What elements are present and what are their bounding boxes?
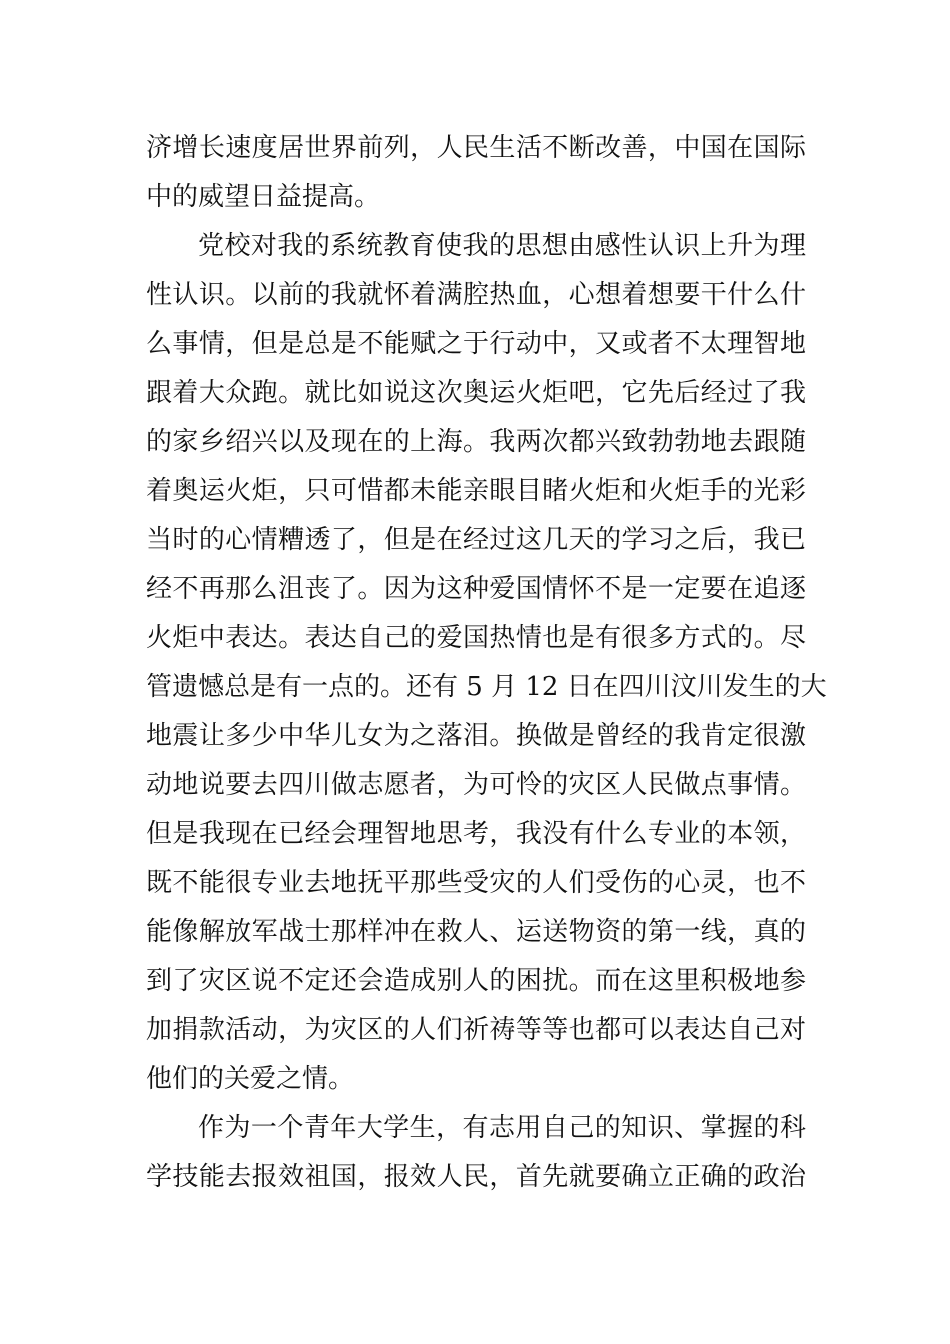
text-line: 火炬中表达。表达自己的爱国热情也是有很多方式的。尽 xyxy=(146,623,806,653)
paragraph-3 xyxy=(146,1104,806,1202)
text-line: 到了灾区说不定还会造成别人的困扰。而在这里积极地参 xyxy=(146,966,806,996)
text-line: 么事情，但是总是不能赋之于行动中，又或者不太理智地 xyxy=(146,329,806,359)
text-line: 作为一个青年大学生，有志用自己的知识、掌握的科 xyxy=(198,1113,806,1143)
text-line: 中的威望日益提高。 xyxy=(146,182,381,212)
text-line: 党校对我的系统教育使我的思想由感性认识上升为理 xyxy=(198,231,806,261)
text-line: 地震让多少中华儿女为之落泪。换做是曾经的我肯定很激 xyxy=(146,721,806,751)
text-line: 当时的心情糟透了，但是在经过这几天的学习之后，我已 xyxy=(146,525,806,555)
text-line: 学技能去报效祖国，报效人民，首先就要确立正确的政治 xyxy=(146,1162,806,1192)
text-line: 跟着大众跑。就比如说这次奥运火炬吧，它先后经过了我 xyxy=(146,378,806,408)
text-line: 能像解放军战士那样冲在救人、运送物资的第一线，真的 xyxy=(146,917,806,947)
document-body xyxy=(146,124,827,1202)
text-line: 济增长速度居世界前列，人民生活不断改善，中国在国际 xyxy=(146,133,806,163)
paragraph-1 xyxy=(146,124,806,222)
paragraph-2 xyxy=(146,222,827,1104)
text-line: 的家乡绍兴以及现在的上海。我两次都兴致勃勃地去跟随 xyxy=(146,427,806,457)
text-line: 但是我现在已经会理智地思考，我没有什么专业的本领， xyxy=(146,819,806,849)
text-line: 着奥运火炬，只可惜都未能亲眼目睹火炬和火炬手的光彩 xyxy=(146,476,806,506)
text-line: 动地说要去四川做志愿者，为可怜的灾区人民做点事情。 xyxy=(146,770,806,800)
text-line: 管遗憾总是有一点的。还有 5 月 12 日在四川汶川发生的大 xyxy=(146,672,827,702)
text-line: 既不能很专业去地抚平那些受灾的人们受伤的心灵，也不 xyxy=(146,868,806,898)
text-line: 经不再那么沮丧了。因为这种爱国情怀不是一定要在追逐 xyxy=(146,574,806,604)
text-line: 性认识。以前的我就怀着满腔热血，心想着想要干什么什 xyxy=(146,280,806,310)
text-line: 加捐款活动，为灾区的人们祈祷等等也都可以表达自己对 xyxy=(146,1015,806,1045)
text-line: 他们的关爱之情。 xyxy=(146,1064,355,1094)
